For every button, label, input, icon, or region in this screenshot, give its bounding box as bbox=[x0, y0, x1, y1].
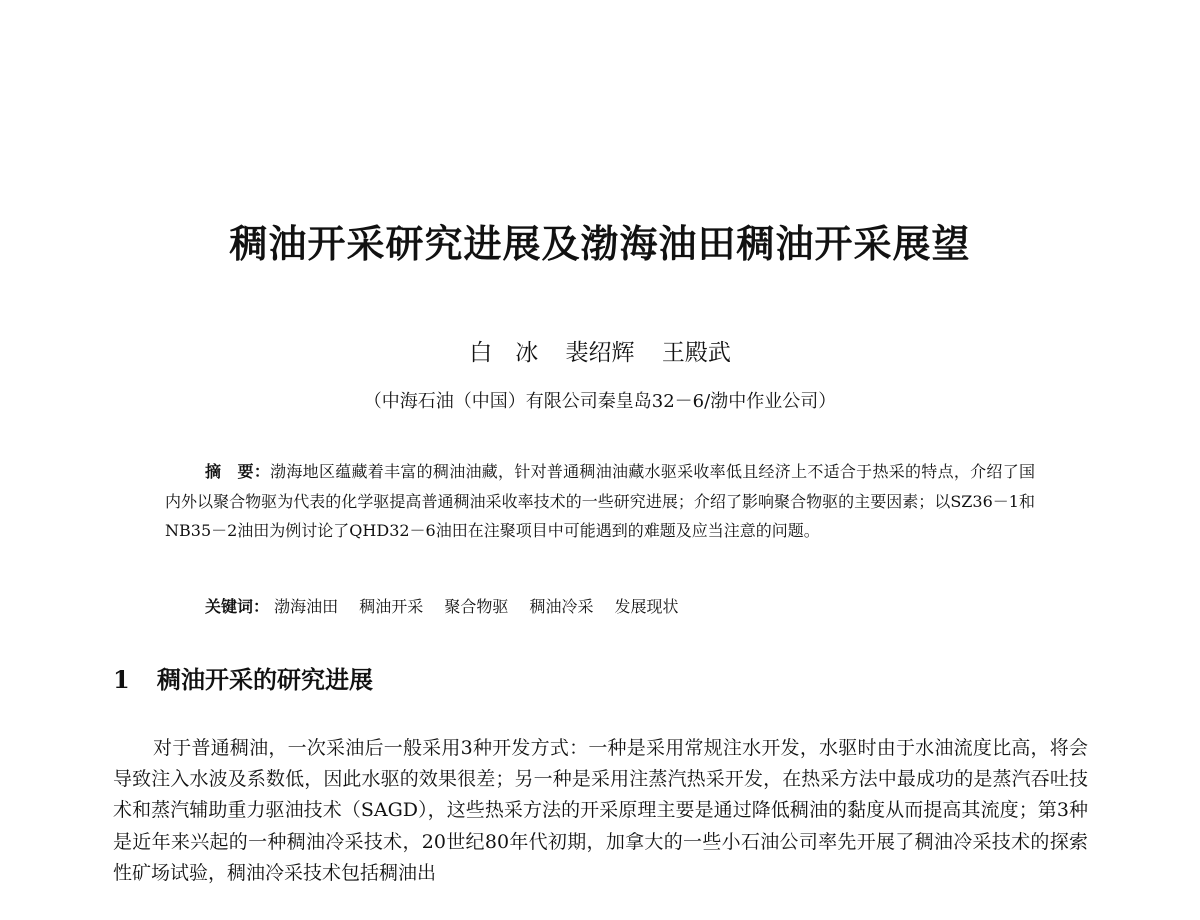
abstract-label: 摘 要： bbox=[205, 462, 271, 481]
keyword-item: 稠油冷采 bbox=[529, 597, 594, 616]
keywords-label: 关键词： bbox=[205, 597, 270, 616]
keyword-item: 聚合物驱 bbox=[444, 597, 509, 616]
author-name: 白 冰 bbox=[469, 340, 539, 366]
keywords bbox=[205, 592, 1035, 621]
keyword-item: 稠油开采 bbox=[359, 597, 424, 616]
author-affiliation: （中海石油（中国）有限公司秦皇岛32－6/渤中作业公司） bbox=[363, 391, 837, 412]
section-title: 稠油开采的研究进展 bbox=[157, 665, 373, 694]
paper-title: 稠油开采研究进展及渤海油田稠油开采展望 bbox=[229, 222, 971, 266]
keyword-item: 发展现状 bbox=[614, 597, 679, 616]
author-list bbox=[0, 336, 1200, 370]
section-number: 1 bbox=[113, 665, 130, 694]
section-heading bbox=[113, 660, 373, 700]
abstract bbox=[165, 457, 1035, 546]
author-name: 裴绍辉 bbox=[565, 340, 635, 366]
author-name: 王殿武 bbox=[661, 340, 731, 366]
body-paragraph: 对于普通稠油，一次采油后一般采用3种开发方式：一种是采用常规注水开发，水驱时由于水油流度比高，将会导致注入水波及系数低，因此水驱的效果很差；另一种是采用注蒸汽热采开发，在热采方法中最成功的是蒸汽吞吐技术和蒸汽辅助重力驱油技术（SAGD），这些热采方法的开采原理主要是通过降低稠油的黏度从而提高其流度；第3种是近年来兴起的一种稠油冷采技术，20世纪80年代初期，加拿大的一些小石油公司率先开展了稠油冷采技术的探索性矿场试验，稠油冷采技术包括稠油出 bbox=[113, 737, 1088, 884]
keyword-item: 渤海油田 bbox=[274, 597, 339, 616]
abstract-text: 渤海地区蕴藏着丰富的稠油油藏，针对普通稠油油藏水驱采收率低且经济上不适合于热采的特点，介绍了国内外以聚合物驱为代表的化学驱提高普通稠油采收率技术的一些研究进展；介绍了影响聚合物驱的主要因素；以SZ36－1和NB35－2油田为例讨论了QHD32－6油田在注聚项目中可能遇到的难题及应当注意的问题。 bbox=[165, 462, 1035, 540]
